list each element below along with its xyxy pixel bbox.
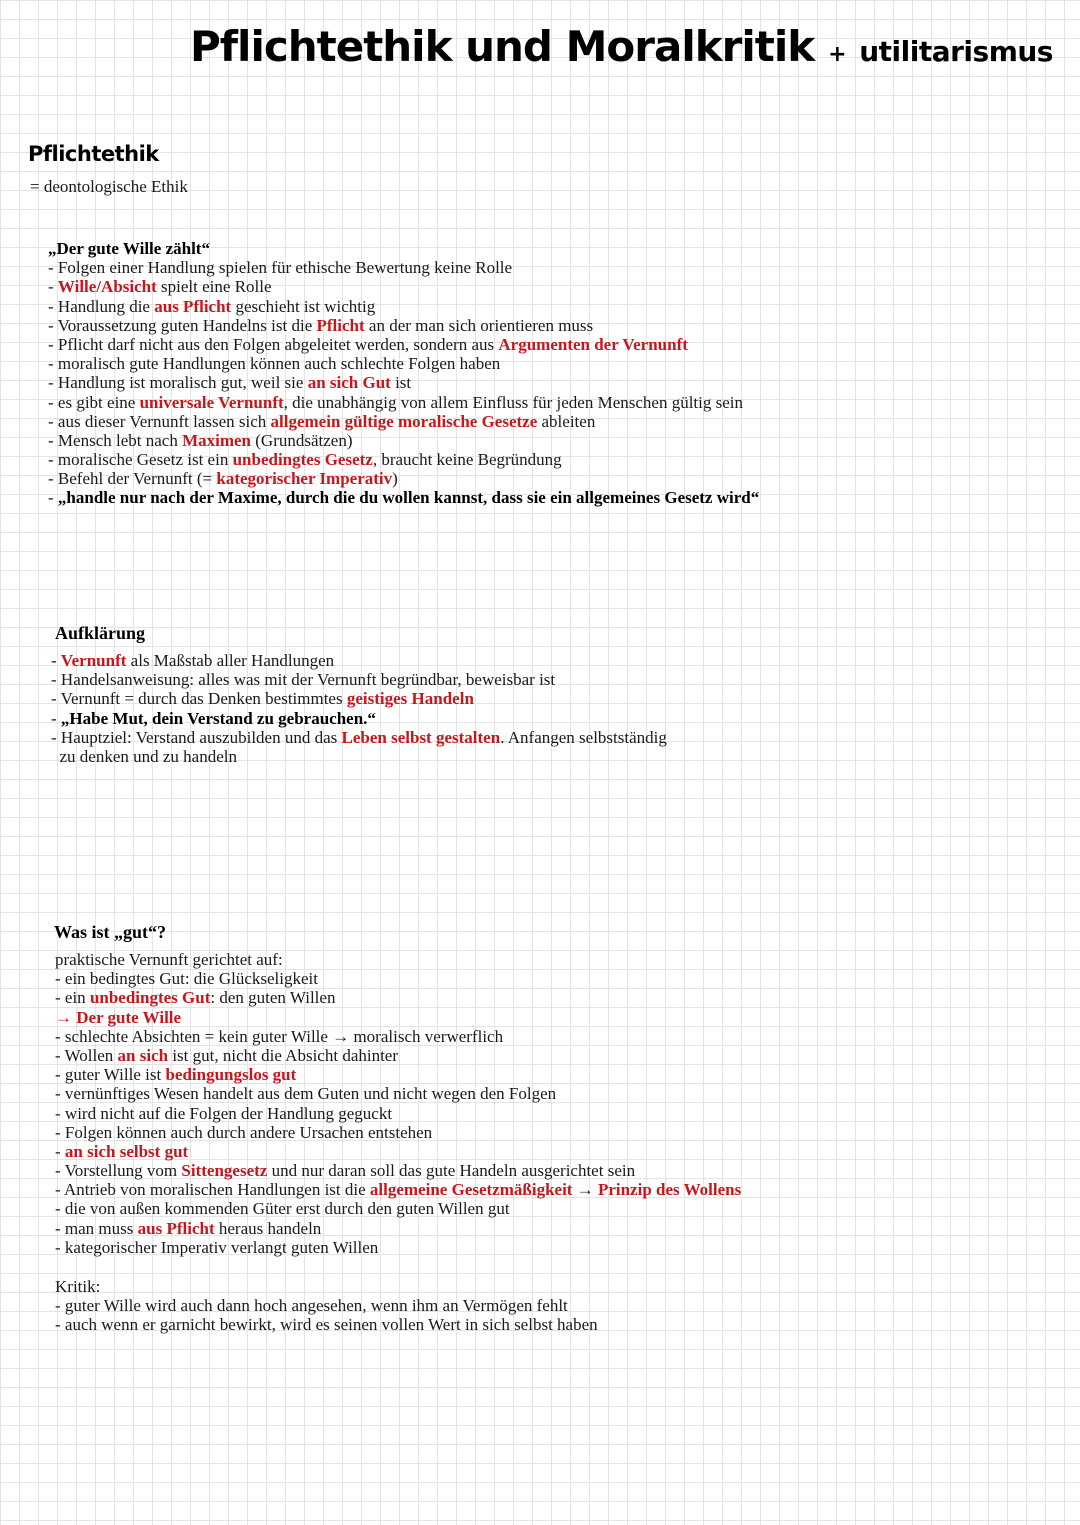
text-segment: geschieht ist wichtig [231, 296, 376, 316]
text-segment: (Grundsätzen) [251, 430, 353, 450]
list-item [55, 1296, 598, 1315]
list-item [51, 689, 667, 708]
highlight-term: allgemein gültige moralische Gesetze [270, 411, 538, 431]
list-item [48, 335, 759, 354]
text-segment: - Handlung die [48, 296, 155, 316]
title-plus: + [828, 42, 846, 67]
text-segment: praktische Vernunft gerichtet auf: [55, 950, 283, 969]
text-segment: - wird nicht auf die Folgen der Handlung geguckt [55, 1103, 393, 1123]
list-item [48, 354, 759, 373]
highlight-term: allgemeine Gesetzmäßigkeit [369, 1180, 573, 1200]
list-item [55, 1046, 741, 1065]
text-segment: - man muss [55, 1218, 138, 1238]
highlight-term: Wille/Absicht [57, 277, 157, 297]
aufklaerung-list [51, 651, 667, 766]
text-segment: - Handlung ist moralisch gut, weil sie [48, 373, 308, 393]
list-item [55, 1142, 741, 1161]
text-segment: . Anfangen selbstständig [500, 727, 667, 747]
text-segment: - Pflicht darf nicht aus den Folgen abgeleitet werden, sondern aus [48, 334, 499, 354]
text-segment: - [55, 1141, 65, 1161]
section-heading-gut: Was ist „gut“? [54, 922, 167, 942]
list-item [48, 258, 759, 277]
text-segment: - Wollen [55, 1045, 118, 1065]
list-item [55, 1315, 598, 1334]
text-segment: - ein [55, 988, 90, 1008]
text-segment: - moralische Gesetz ist ein [48, 450, 233, 470]
highlight-term: geistiges Handeln [346, 689, 474, 709]
text-segment: - [51, 708, 61, 728]
highlight-term: → Der gute Wille [55, 1007, 182, 1027]
text-segment: → [572, 1180, 598, 1200]
text-segment: ) [392, 469, 398, 489]
text-segment: - Mensch lebt nach [48, 430, 183, 450]
text-segment: - Folgen können auch durch andere Ursachen entstehen [55, 1122, 433, 1142]
list-item [55, 950, 741, 969]
text-segment: spielt eine Rolle [156, 277, 272, 297]
highlight-term: aus Pflicht [137, 1218, 215, 1238]
list-item [48, 412, 759, 431]
highlight-term: universale Vernunft [139, 392, 284, 412]
list-item [55, 1123, 741, 1142]
text-segment: ist gut, nicht die Absicht dahinter [168, 1045, 399, 1065]
list-item [48, 431, 759, 450]
kritik-list [55, 1296, 598, 1334]
list-item [51, 747, 667, 766]
bold-text: „handle nur nach der Maxime, durch die du wollen kannst, dass sie ein allgemeines Gesetz wird“ [57, 488, 760, 508]
text-segment: - aus dieser Vernunft lassen sich [48, 411, 271, 431]
bold-text: „Der gute Wille zählt“ [48, 239, 210, 258]
highlight-term: kategorischer Imperativ [216, 469, 393, 489]
list-item [55, 1219, 741, 1238]
list-item [55, 1065, 741, 1084]
list-item [55, 1199, 741, 1218]
list-item [55, 1008, 741, 1027]
list-item [55, 1180, 741, 1199]
text-segment: , braucht keine Begründung [372, 450, 562, 470]
highlight-term: Leben selbst gestalten [341, 727, 501, 747]
text-segment: - ein bedingtes Gut: die Glückseligkeit [55, 969, 318, 989]
text-segment: : den guten Willen [210, 988, 336, 1008]
highlight-term: Pflicht [316, 315, 365, 335]
bold-text: „Habe Mut, dein Verstand zu gebrauchen.“ [60, 708, 376, 728]
list-item [55, 1027, 741, 1046]
text-segment: - Antrieb von moralischen Handlungen ist die [55, 1180, 370, 1200]
text-segment: - auch wenn er garnicht bewirkt, wird es seinen vollen Wert in sich selbst haben [55, 1315, 598, 1335]
text-segment: - guter Wille wird auch dann hoch angesehen, wenn ihm an Vermögen fehlt [55, 1296, 568, 1315]
list-item [48, 469, 759, 488]
highlight-term: bedingungslos gut [165, 1065, 297, 1085]
list-item [48, 316, 759, 335]
text-segment: - [48, 277, 58, 297]
text-segment: - Handelsanweisung: alles was mit der Vernunft begründbar, beweisbar ist [51, 670, 556, 690]
text-segment: - guter Wille ist [55, 1065, 166, 1085]
list-item [51, 670, 667, 689]
section-heading-aufklaerung: Aufklärung [55, 623, 146, 643]
highlight-term: Sittengesetz [181, 1161, 268, 1181]
text-segment: zu denken und zu handeln [51, 746, 237, 766]
page-title [190, 22, 1053, 71]
list-item [55, 1084, 741, 1103]
text-segment: an der man sich orientieren muss [364, 315, 594, 335]
highlight-term: Argumenten der Vernunft [498, 334, 688, 354]
text-segment: - moralisch gute Handlungen können auch schlechte Folgen haben [48, 354, 501, 374]
text-segment: - kategorischer Imperativ verlangt guten Willen [55, 1237, 379, 1257]
list-item [51, 651, 667, 670]
highlight-term: an sich Gut [307, 373, 391, 393]
text-segment: - vernünftiges Wesen handelt aus dem Guten und nicht wegen den Folgen [55, 1084, 557, 1104]
highlight-term: Prinzip des Wollens [597, 1180, 742, 1200]
list-item [48, 488, 759, 507]
highlight-term: unbedingtes Gut [89, 988, 211, 1008]
gut-list [55, 950, 741, 1257]
list-item [51, 709, 667, 728]
text-segment: , die unabhängig von allem Einfluss für jeden Menschen gültig sein [283, 392, 744, 412]
text-segment: - [48, 488, 58, 508]
text-segment: - Vernunft = durch das Denken bestimmtes [51, 689, 347, 709]
text-segment: - Befehl der Vernunft (= [48, 469, 217, 489]
highlight-term: Maximen [182, 430, 252, 450]
list-item [48, 239, 759, 258]
list-item [55, 969, 741, 988]
title-sub: utilitarismus [859, 35, 1053, 68]
highlight-term: aus Pflicht [154, 296, 232, 316]
text-segment: ableiten [537, 411, 596, 431]
text-segment: - es gibt eine [48, 392, 140, 412]
section-heading-pflichtethik: Pflichtethik [28, 142, 159, 166]
list-item [55, 988, 741, 1007]
highlight-term: Vernunft [60, 651, 127, 670]
list-item [48, 393, 759, 412]
text-segment: - schlechte Absichten = kein guter Wille → moralisch verwerflich [55, 1026, 504, 1046]
text-segment: - Voraussetzung guten Handelns ist die [48, 315, 317, 335]
text-segment: - Hauptziel: Verstand auszubilden und das [51, 727, 342, 747]
text-segment: und nur daran soll das gute Handeln ausgerichtet sein [267, 1161, 636, 1181]
text-segment: - die von außen kommenden Güter erst durch den guten Willen gut [55, 1199, 510, 1219]
title-main: Pflichtethik und Moralkritik [190, 22, 815, 71]
highlight-term: an sich [117, 1045, 169, 1065]
list-item [55, 1104, 741, 1123]
text-segment: als Maßstab aller Handlungen [126, 651, 335, 670]
highlight-term: unbedingtes Gesetz [232, 450, 373, 470]
list-item [55, 1161, 741, 1180]
list-item [48, 373, 759, 392]
list-item [51, 728, 667, 747]
list-item [48, 277, 759, 296]
list-item [55, 1238, 741, 1257]
definition-text: = deontologische Ethik [30, 177, 188, 196]
section-heading-kritik: Kritik: [55, 1277, 101, 1296]
pflichtethik-list [48, 239, 759, 508]
text-segment: - Folgen einer Handlung spielen für ethische Bewertung keine Rolle [48, 258, 513, 278]
text-segment: - Vorstellung vom [55, 1161, 182, 1181]
highlight-term: an sich selbst gut [64, 1141, 189, 1161]
list-item [48, 297, 759, 316]
text-segment: - [51, 651, 61, 670]
list-item [48, 450, 759, 469]
text-segment: heraus handeln [214, 1218, 322, 1238]
text-segment: ist [390, 373, 412, 393]
